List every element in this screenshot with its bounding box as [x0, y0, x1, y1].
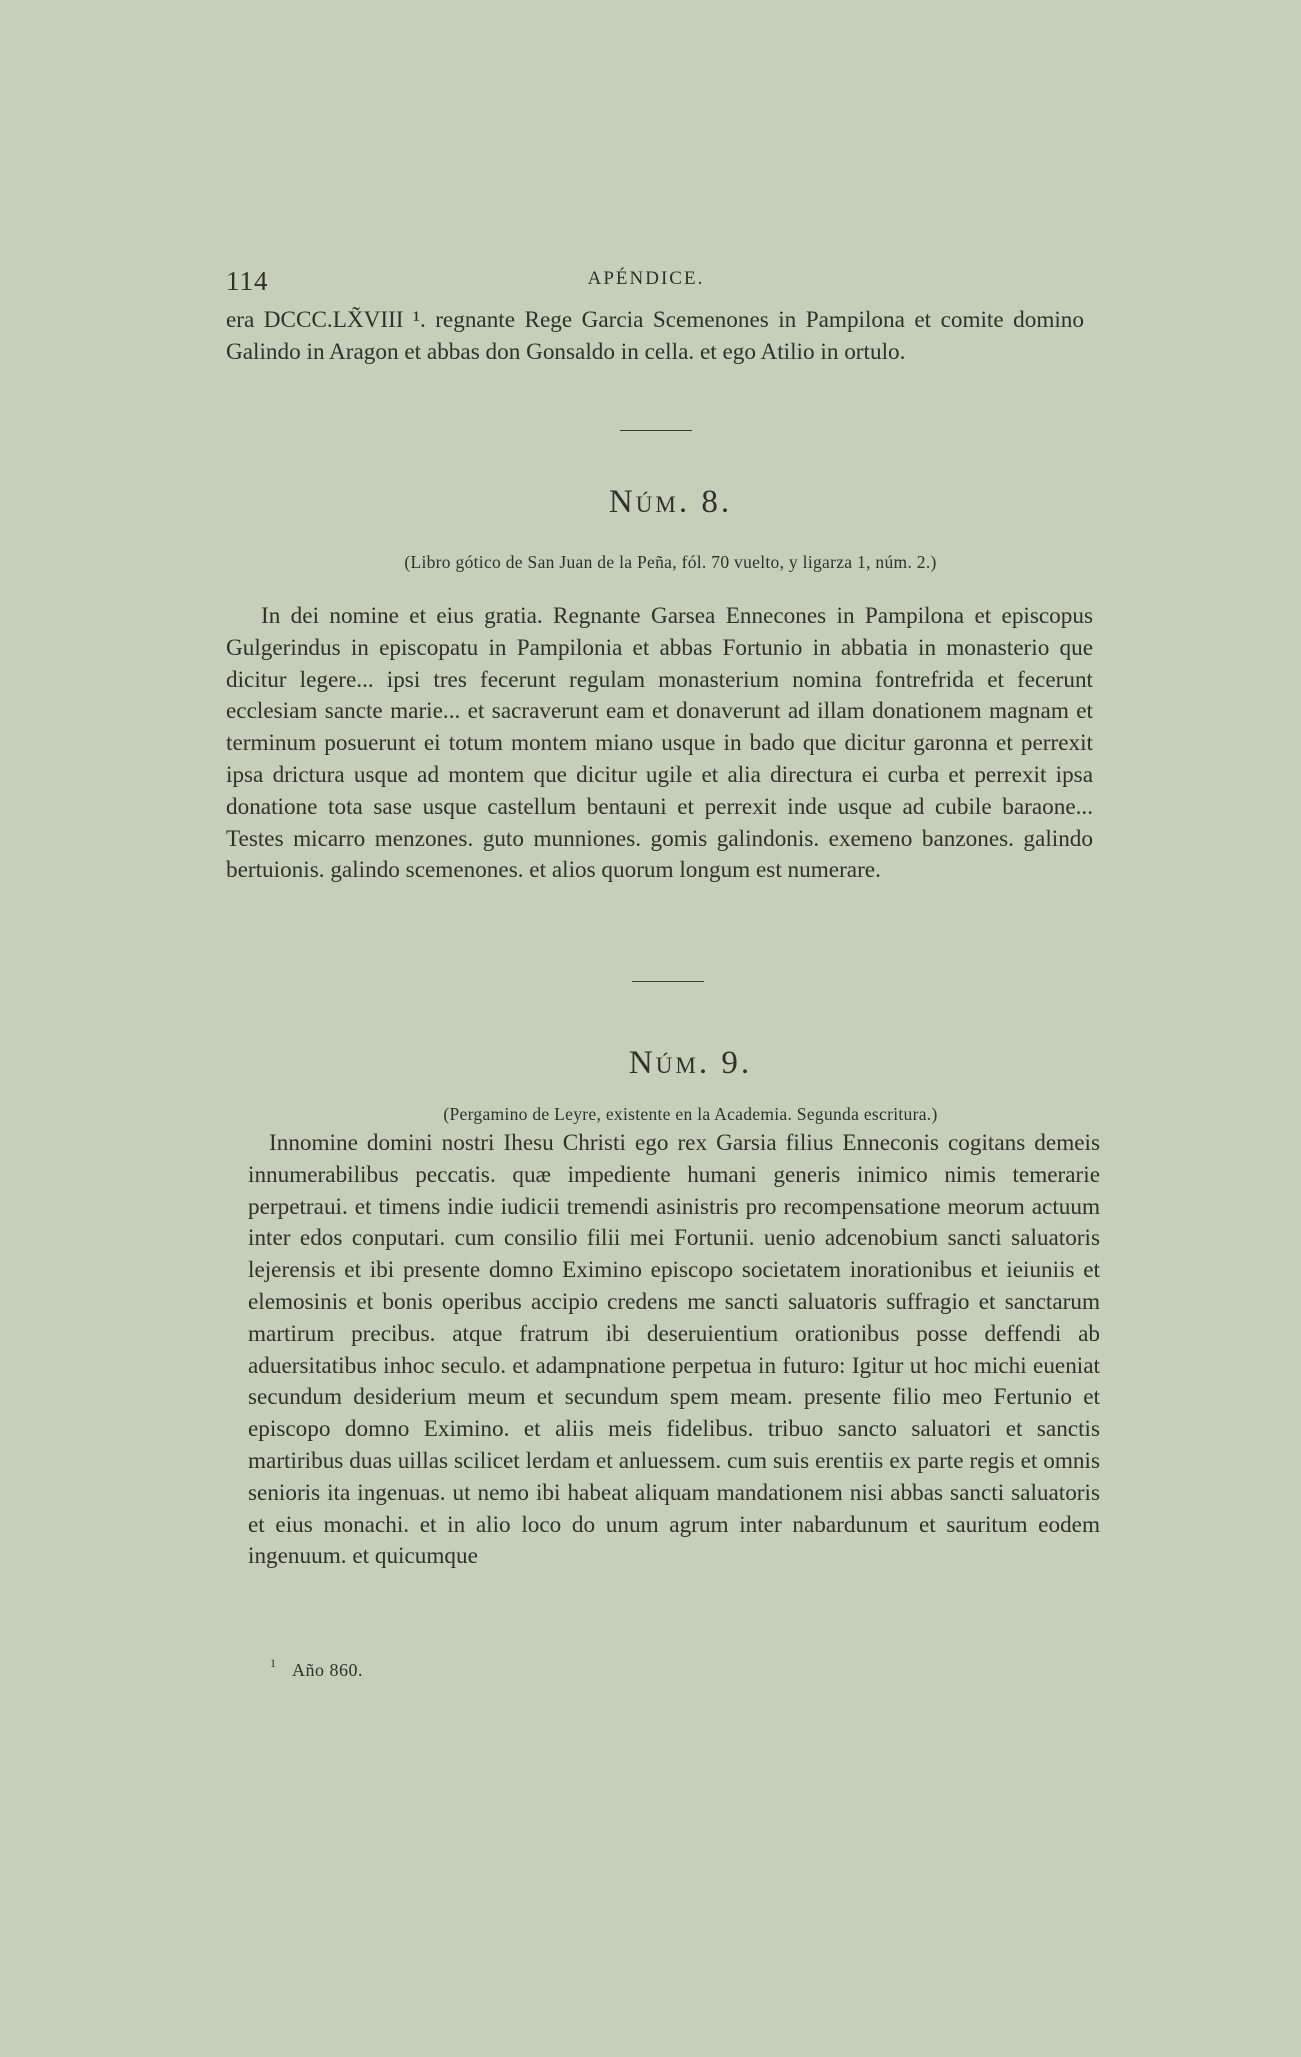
page-header [226, 266, 1066, 306]
section-heading-num-9: Núm. 9. [628, 1045, 753, 1081]
section-divider [620, 430, 692, 431]
section-text-num-8: In dei nomine et eius gratia. Regnante Garsea Ennecones in Pampilona et episcopus Gulgerindus in episcopatu in Pampilonia et abbas Fortunio in abbatia in monasterio que dicitur legere... ipsi tres fecerunt regulam monasterium nomina fontrefrida et fecerunt ecclesiam sancte marie... et sacraverunt eam et donaverunt ad illam donationem magnam et terminum posuerunt ei totum montem miano usque in bado que dicitur garonna et perrexit ipsa drictura usque ad montem que dicitur ugile et alia directura ei curba et perrexit ipsa donatione tota sase usque castellum bentauni et perrexit inde usque ad cubile baraone... Testes micarro menzones. guto munniones. gomis galindonis. exemeno banzones. galindo bertuionis. galindo scemenones. et alios quorum longum est numerare. [226, 603, 1093, 884]
running-head: APÉNDICE. [587, 268, 705, 289]
section-source-num-8: (Libro gótico de San Juan de la Peña, fól. 70 vuelto, y ligarza 1, núm. 2.) [404, 552, 937, 572]
continued-paragraph: era DCCC.LX̃VIII ¹. regnante Rege Garcia Scemenones in Pampilona et comite domino Galindo in Aragon et abbas don Gonsaldo in cella. et ego Atilio in ortulo. [226, 307, 1084, 365]
section-heading-num-8: Núm. 8. [608, 484, 733, 520]
section-divider [632, 981, 704, 982]
page-number: 114 [226, 266, 269, 296]
section-text-num-9: Innomine domini nostri Ihesu Christi ego rex Garsia filius Enneconis cogitans demeis innumerabilibus peccatis. quæ impediente humani generis inimico nimis temerarie perpetraui. et timens indie iudicii tremendi asinistris pro recompensatione meorum actuum inter edos conputari. cum consilio filii mei Fortunii. uenio adcenobium sancti saluatoris lejerensis et ibi presente domno Eximino episcopo societatem inorationibus et ieiuniis et elemosinis et bonis operibus accipio credens me sancti saluatoris suffragio et sanctarum martirum precibus. atque fratrum ibi deseruientium orationibus posse deffendi ab aduersitatibus inhoc seculo. et adampnatione perpetua in futuro: Igitur ut hoc michi eueniat secundum desiderium meum et secundum spem meam. presente filio meo Fertunio et episcopo domno Eximino. et aliis meis fidelibus. tribuo sancto saluatori et sanctis martiribus duas uillas scilicet lerdam et anluessem. cum suis erentiis ex parte regis et omnis senioris ita ingenuas. ut nemo ibi habeat aliquam mandationem nisi abbas sancti saluatoris et eius monachi. et in alio loco do unum agrum inter nabardunum et sauritum eodem ingenuum. et quicumque [248, 1130, 1100, 1570]
footnote-text: Año 860. [292, 1660, 363, 1680]
section-source-num-9: (Pergamino de Leyre, existente en la Academia. Segunda escritura.) [443, 1104, 938, 1124]
footnote-marker: 1 [270, 1656, 276, 1670]
